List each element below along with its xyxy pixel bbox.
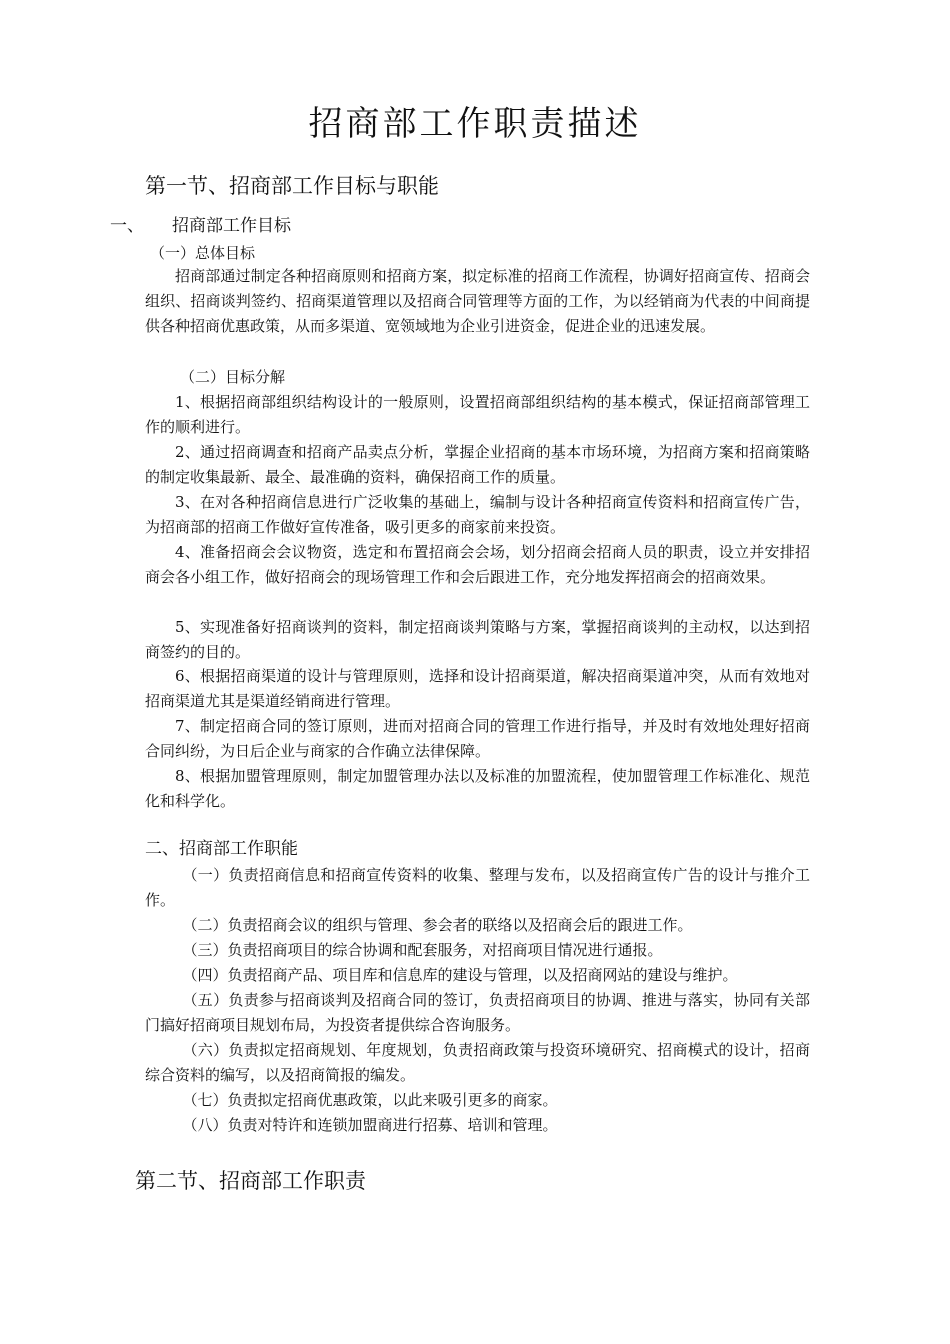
part1-number: 一、	[110, 216, 144, 236]
sub1-paragraph: 招商部通过制定各种招商原则和招商方案，拟定标准的招商工作流程，协调好招商宣传、招商会组织、招商谈判签约、招商渠道管理以及招商合同管理等方面的工作，为以经销商为代表的中间商提供各种招商优惠政策，从而多渠道、宽领域地为企业引进资金，促进企业的迅速发展。	[145, 267, 810, 335]
part2-heading: 二、招商部工作职能	[145, 839, 298, 859]
function-item: （五）负责参与招商谈判及招商合同的签订，负责招商项目的协调、推进与落实，协同有关部门搞好招商项目规划布局，为投资者提供综合咨询服务。	[145, 991, 810, 1034]
sub2-heading: （二）目标分解	[180, 368, 286, 386]
goal-item: 6、根据招商渠道的设计与管理原则，选择和设计招商渠道，解决招商渠道冲突，从而有效地对招商渠道尤其是渠道经销商进行管理。	[145, 667, 810, 710]
goal-item: 4、准备招商会会议物资，选定和布置招商会会场，划分招商会招商人员的职责，设立并安排招商会各小组工作，做好招商会的现场管理工作和会后跟进工作，充分地发挥招商会的招商效果。	[145, 543, 810, 586]
goal-item: 8、根据加盟管理原则，制定加盟管理办法以及标准的加盟流程，使加盟管理工作标准化、规范化和科学化。	[145, 767, 810, 810]
function-item: （一）负责招商信息和招商宣传资料的收集、整理与发布，以及招商宣传广告的设计与推介工作。	[145, 866, 810, 909]
part1-heading-line	[110, 213, 291, 239]
document-title: 招商部工作职责描述	[308, 104, 642, 144]
function-item: （四）负责招商产品、项目库和信息库的建设与管理，以及招商网站的建设与维护。	[182, 966, 738, 984]
goal-item: 1、根据招商部组织结构设计的一般原则，设置招商部组织结构的基本模式，保证招商部管理工作的顺利进行。	[145, 393, 810, 436]
goal-item: 5、实现准备好招商谈判的资料，制定招商谈判策略与方案，掌握招商谈判的主动权，以达到招商签约的目的。	[145, 618, 810, 661]
function-item: （二）负责招商会议的组织与管理、参会者的联络以及招商会后的跟进工作。	[182, 916, 693, 934]
section2-heading: 第二节、招商部工作职责	[135, 1169, 366, 1193]
function-item: （三）负责招商项目的综合协调和配套服务，对招商项目情况进行通报。	[182, 941, 663, 959]
section1-heading: 第一节、招商部工作目标与职能	[145, 174, 439, 198]
goal-item: 2、通过招商调查和招商产品卖点分析，掌握企业招商的基本市场环境，为招商方案和招商策略的制定收集最新、最全、最准确的资料，确保招商工作的质量。	[145, 443, 810, 486]
function-item: （八）负责对特许和连锁加盟商进行招募、培训和管理。	[182, 1116, 558, 1134]
part1-heading: 招商部工作目标	[172, 216, 291, 236]
goal-item: 3、在对各种招商信息进行广泛收集的基础上，编制与设计各种招商宣传资料和招商宣传广告，为招商部的招商工作做好宣传准备，吸引更多的商家前来投资。	[145, 493, 810, 536]
function-item: （七）负责拟定招商优惠政策，以此来吸引更多的商家。	[182, 1091, 558, 1109]
goal-item: 7、制定招商合同的签订原则，进而对招商合同的管理工作进行指导，并及时有效地处理好招商合同纠纷，为日后企业与商家的合作确立法律保障。	[145, 717, 810, 760]
function-item: （六）负责拟定招商规划、年度规划，负责招商政策与投资环境研究、招商模式的设计，招商综合资料的编写，以及招商简报的编发。	[145, 1041, 810, 1084]
sub1-heading: （一）总体目标	[150, 244, 256, 262]
